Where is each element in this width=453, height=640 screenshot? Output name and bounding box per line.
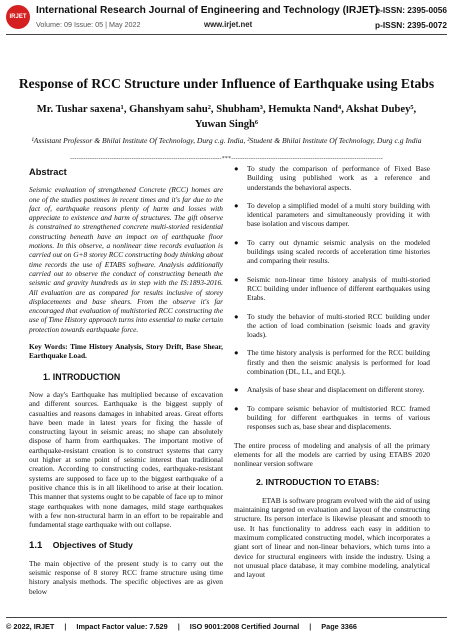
header-divider bbox=[6, 34, 447, 35]
page-footer bbox=[6, 622, 447, 631]
footer-separator: | bbox=[64, 622, 67, 631]
objectives-title: Objectives of Study bbox=[52, 540, 133, 551]
footer-copyright: © 2022, IRJET bbox=[6, 622, 55, 631]
paper-authors: Mr. Tushar saxena¹, Ghanshyam sahu², Shubham³, Hemukta Nand⁴, Akshat Dubey⁵, Yuwan Singh⁶ bbox=[36, 104, 417, 130]
volume-issue: Volume: 09 Issue: 05 | May 2022 bbox=[36, 20, 141, 29]
objectives-text: The main objective of the present study is to carry out the seismic response of 8 storey RCC frame structure using time history analysis methods. The specific objectives are as given below bbox=[29, 558, 223, 596]
bullet-icon: ● bbox=[234, 164, 239, 173]
bullet-icon: ● bbox=[234, 200, 239, 210]
objectives-list bbox=[234, 164, 430, 432]
list-item: ● To study the behavior of multi-storied RCC building under the action of load combination (seismic loads and gravity loads). bbox=[234, 311, 430, 340]
list-item: ● To develop a simplified model of a multi story building with identical parameters and simultaneously providing it with base isolation and viscous damper. bbox=[234, 200, 430, 229]
journal-title: International Research Journal of Engineering and Technology (IRJET) bbox=[36, 5, 379, 16]
left-column bbox=[29, 164, 223, 596]
bullet-icon: ● bbox=[234, 311, 239, 321]
footer-separator: | bbox=[177, 622, 180, 631]
keywords bbox=[29, 342, 223, 361]
list-item: ● The time history analysis is performed for the RCC building firstly and then the seismic analysis is performed for load combination (DL, LL, and EQL). bbox=[234, 348, 430, 377]
list-item: ● Seismic non-linear time history analysis of multi-storied RCC building under influence of different earthquakes using Etabs. bbox=[234, 274, 430, 303]
author-affiliation: ¹Assistant Professor & Bhilai Institute Of Technology, Durg c.g. India, ²Student & Bhilai Institute Of Technology, Durg c.g India bbox=[31, 136, 422, 145]
list-item: ● To compare seismic behavior of multistoried RCC framed building for different earthquakes in terms of various responses such as, base shear and displacements. bbox=[234, 403, 430, 432]
section-separator: ---------------------------------------------------------------------***--------------------------------------------------------------------- bbox=[70, 156, 383, 162]
footer-divider bbox=[6, 617, 447, 618]
footer-separator: | bbox=[309, 622, 312, 631]
list-item: ● To study the comparison of performance of Fixed Base Building using published work as a reference and understands the behavioral aspects. bbox=[234, 164, 430, 192]
abstract-text: Seismic evaluation of strengthened Concrete (RCC) homes are one of the studies pastimes in recent times and it's far due to the fact of, earthquake reasons plenty of harm and losses with appreciate to existence and harm of structures. The gift observe is constrained to strengthened concrete multi-storied residential constructing beneath have an impact on of earthquake floor motions. In this observe, a nonlinear time records evaluation is carried out on G+8 storey RCC constructing body thinking about time records the use of ETABS software. Analysis additionally carried out to observe the conduct of constructing beneath the seismic and gravity hundreds as in step with the IS:1893-2016. All evaluation are as compared for results inclusive of storey displacements and base shears. From the observe it's far encouraged that evaluation of multistoried RCC constructing the use of Time History approach turns into essential to make certain protection towards earthquake force. bbox=[29, 185, 223, 334]
bullet-icon: ● bbox=[234, 237, 239, 247]
etabs-heading: 2. INTRODUCTION TO ETABS: bbox=[256, 477, 380, 488]
bullet-icon: ● bbox=[234, 274, 239, 284]
right-column bbox=[234, 164, 430, 579]
bullet-icon: ● bbox=[234, 403, 239, 413]
list-item: ● To carry out dynamic seismic analysis on the modeled buildings using scaled records of acceleration time histories and comparing their results. bbox=[234, 237, 430, 266]
bullet-icon: ● bbox=[234, 385, 239, 395]
abstract-heading: Abstract bbox=[29, 167, 67, 177]
etabs-text: ETAB is software program evolved with the aid of using maintaining targeted on evaluation and layout of the constructing structure. Its person interface is likewise pleasant and smooth to use. It has functionality to address each easy in addition to maximum complicated constructing model, which incorporates a giant sort of linear and non-linear behaviors, which turns into a device for structural engineers with inside the industry. Using a not unusual place database, it may combine modeling, analytical and layout bbox=[234, 495, 430, 580]
objectives-heading bbox=[29, 541, 223, 550]
bullet-icon: ● bbox=[234, 348, 239, 358]
keywords-text: Time History Analysis, Story Drift, Base Shear, Earthquake Load. bbox=[29, 342, 223, 361]
introduction-text: Now a day's Earthquake has multiplied because of excavation and different sources. Earthquake is the biggest supply of casualties and reasons damages in inhabited areas. Great efforts have been made in latest years for fixing the hassle of constructing layout in seismic areas; no shape can absolutely dispose of harm from earthquakes. The important motive of earthquake-resistant creation is to construct systems that carry out higher at some point of seismic interest than traditional creation. According to constructing codes, earthquake-resistant systems are supposed to face up to the biggest earthquake of a positive chance this is in all likelihood to arise at their location. This manner that systems ought to be capable of face up to minor stage earthquakes with none damages, mild stage earthquakes with a few non-structural harm in an effort to be repairable and fundamental stage earthquake with out collapse. bbox=[29, 389, 223, 530]
footer-page-number: Page 3366 bbox=[321, 622, 357, 631]
e-issn: e-ISSN: 2395-0056 bbox=[375, 5, 447, 15]
objectives-number: 1.1 bbox=[29, 540, 43, 552]
footer-impact-factor: Impact Factor value: 7.529 bbox=[76, 622, 168, 631]
modeling-summary: The entire process of modeling and analysis of all the primary elements for all the models are carried by using ETABS 2020 nonlinear version software bbox=[234, 440, 430, 469]
keywords-label: Key Words: bbox=[29, 342, 68, 352]
paper-title: Response of RCC Structure under Influence of Earthquake using Etabs bbox=[18, 76, 435, 91]
footer-iso: ISO 9001:2008 Certified Journal bbox=[189, 622, 300, 631]
journal-website-link[interactable]: www.irjet.net bbox=[204, 20, 253, 29]
page-header bbox=[0, 0, 453, 36]
p-issn: p-ISSN: 2395-0072 bbox=[375, 20, 447, 30]
introduction-heading: 1. INTRODUCTION bbox=[43, 371, 121, 382]
list-item: ● Analysis of base shear and displacement on different storey. bbox=[234, 385, 425, 395]
irjet-logo-icon: IRJET bbox=[6, 5, 30, 29]
